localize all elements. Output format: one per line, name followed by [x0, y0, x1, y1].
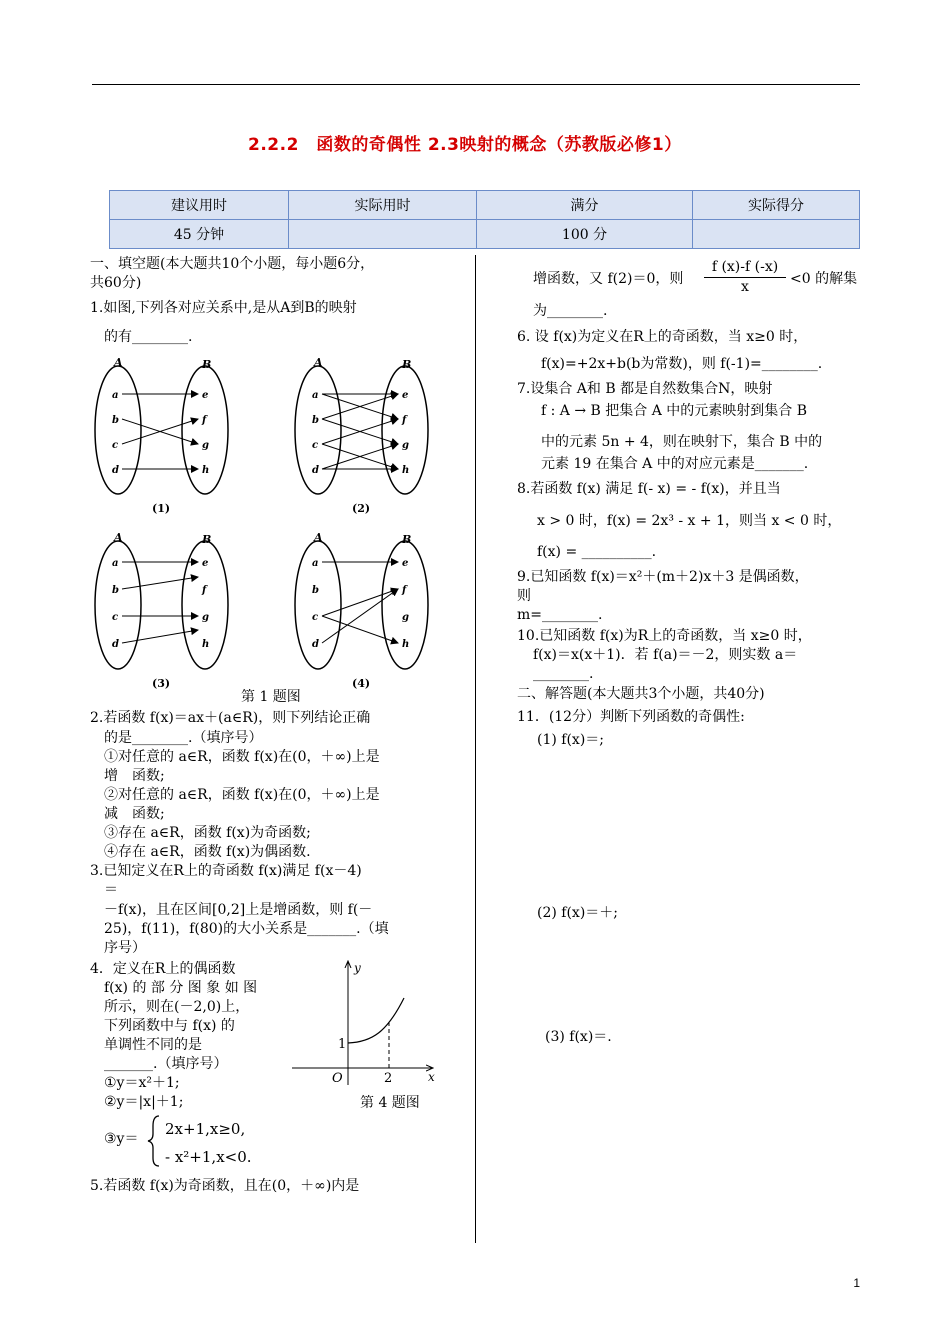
element-d: d — [112, 639, 119, 650]
question-7: 7.设集合 A和 B 都是自然数集合N，映射 — [517, 381, 773, 397]
option-2: ②y＝|x|＋1; — [104, 1094, 184, 1110]
element-g: g — [402, 612, 409, 623]
piece-1: 2x+1,x≥0, — [165, 1120, 246, 1138]
element-b: b — [312, 415, 319, 426]
question-3-line: －f(x)，且在区间[0,2]上是增函数，则 f(－ — [104, 902, 373, 918]
option-2: ②对任意的 a∈R，函数 f(x)在(0，＋∞)上是 — [104, 787, 380, 803]
question-4-line: 单调性不同的是 — [104, 1037, 202, 1053]
element-e: e — [202, 558, 209, 569]
origin-label: O — [332, 1071, 343, 1086]
table-cell: 100 分 — [477, 220, 693, 249]
question-3-line: ＝ — [104, 882, 118, 898]
element-h: h — [402, 639, 410, 650]
question-11-part-1: (1) f(x)＝; — [537, 732, 604, 748]
mapping-diagram-1 — [95, 356, 228, 515]
section-1-heading: 一、填空题(本大题共10个小题，每小题6分， — [90, 256, 375, 272]
question-4-line: 所示，则在(－2,0)上， — [104, 999, 250, 1015]
table-cell — [289, 220, 477, 249]
element-f: f — [402, 585, 407, 596]
score-table — [109, 190, 860, 249]
mapping-diagrams — [90, 352, 450, 692]
table-row — [110, 191, 860, 220]
question-3: 3.已知定义在R上的奇函数 f(x)满足 f(x－4) — [90, 863, 362, 879]
diagram-caption: (2) — [352, 502, 371, 515]
curve — [348, 998, 404, 1043]
question-8-line: x > 0 时，f(x) = 2x³ - x + 1，则当 x < 0 时， — [537, 513, 842, 529]
question-11-part-2: (2) f(x)＝＋; — [537, 905, 618, 921]
question-8-line: f(x) = __________. — [537, 544, 657, 560]
option-4: ④存在 a∈R，函数 f(x)为偶函数. — [104, 844, 311, 860]
element-h: h — [202, 639, 210, 650]
set-b-label: B — [202, 358, 212, 371]
question-5-blank: 为________. — [533, 303, 608, 319]
question-1: 1.如图,下列各对应关系中,是从A到B的映射 — [90, 300, 357, 316]
table-row — [110, 220, 860, 249]
diagram-caption: (1) — [152, 502, 171, 515]
element-d: d — [112, 465, 119, 476]
option-1-cont: 增 函数; — [104, 768, 165, 784]
fraction-denominator: x — [741, 279, 749, 295]
question-1-blank: 的有________. — [104, 329, 193, 345]
question-3-line: 序号） — [104, 940, 146, 956]
element-b: b — [112, 415, 119, 426]
table-header-cell: 建议用时 — [110, 191, 289, 220]
element-a: a — [112, 558, 119, 569]
question-3-line: 25)，f(11)，f(80)的大小关系是_______.（填 — [104, 921, 389, 937]
element-h: h — [402, 465, 410, 476]
element-a: a — [312, 558, 319, 569]
section-1-heading-cont: 共60分) — [90, 275, 142, 291]
question-2: 2.若函数 f(x)＝ax＋(a∈R)，则下列结论正确 — [90, 710, 371, 726]
element-b: b — [112, 585, 119, 596]
element-d: d — [312, 639, 319, 650]
figure-1-caption: 第 1 题图 — [241, 689, 301, 705]
function-graph — [292, 960, 442, 1090]
question-10-line: f(x)＝x(x＋1)．若 f(a)＝－2，则实数 a＝ — [533, 647, 798, 663]
y-axis-label: y — [354, 961, 361, 975]
table-cell — [693, 220, 860, 249]
piece-2: - x²+1,x<0. — [165, 1148, 252, 1166]
question-10-blank: ________. — [533, 666, 594, 682]
question-8: 8.若函数 f(x) 满足 f(- x) = - f(x)，并且当 — [517, 481, 781, 497]
x-axis-label: x — [428, 1070, 435, 1084]
element-d: d — [312, 465, 319, 476]
option-3: ③y＝ — [104, 1131, 139, 1147]
option-1: ①对任意的 a∈R，函数 f(x)在(0，＋∞)上是 — [104, 749, 380, 765]
element-c: c — [112, 440, 119, 451]
page-title: 2.2.2 函数的奇偶性 2.3映射的概念（苏教版必修1） — [248, 135, 682, 155]
set-b-label: B — [402, 533, 412, 546]
question-9-line: 则 — [517, 588, 531, 604]
question-5: 5.若函数 f(x)为奇函数，且在(0，＋∞)内是 — [90, 1178, 360, 1194]
question-4-line: _______.（填序号） — [104, 1056, 228, 1072]
table-header-cell: 满分 — [477, 191, 693, 220]
question-7-line: 元素 19 在集合 A 中的对应元素是_______. — [541, 456, 809, 472]
option-1: ①y＝x²＋1; — [104, 1075, 180, 1091]
mapping-diagram-4 — [295, 531, 428, 690]
element-g: g — [402, 440, 409, 451]
element-b: b — [312, 585, 319, 596]
question-5-cont: <0 的解集 — [790, 271, 858, 287]
header-rule — [92, 84, 860, 85]
fraction — [704, 258, 786, 297]
question-2-line: 的是________.（填序号） — [104, 730, 263, 746]
page-number: 1 — [853, 1276, 860, 1290]
element-e: e — [402, 558, 409, 569]
set-a-label: A — [114, 356, 123, 369]
fraction-numerator: f (x)-f (-x) — [704, 258, 786, 278]
question-11-part-3: (3) f(x)＝. — [545, 1029, 612, 1045]
element-f: f — [202, 585, 207, 596]
section-2-heading: 二、解答题(本大题共3个小题，共40分) — [517, 686, 765, 702]
question-6: 6. 设 f(x)为定义在R上的奇函数，当 x≥0 时， — [517, 329, 808, 345]
element-f: f — [202, 415, 207, 426]
set-b-label: B — [202, 533, 212, 546]
mapping-diagram-3 — [95, 531, 228, 690]
element-f: f — [402, 415, 407, 426]
table-cell: 45 分钟 — [110, 220, 289, 249]
diagram-caption: (3) — [152, 677, 171, 690]
element-c: c — [312, 440, 319, 451]
piecewise-function — [145, 1112, 285, 1170]
element-a: a — [312, 390, 319, 401]
element-g: g — [202, 612, 209, 623]
question-9-blank: m=________. — [517, 607, 603, 623]
y-tick-label: 1 — [338, 1037, 347, 1052]
question-4-line: f(x) 的 部 分 图 象 如 图 — [104, 980, 258, 996]
table-header-cell: 实际用时 — [289, 191, 477, 220]
option-3: ③存在 a∈R，函数 f(x)为奇函数; — [104, 825, 311, 841]
option-2-cont: 减 函数; — [104, 806, 165, 822]
question-7-line: f : A → B 把集合 A 中的元素映射到集合 B — [541, 403, 808, 419]
element-e: e — [202, 390, 209, 401]
question-11: 11．(12分）判断下列函数的奇偶性: — [517, 709, 745, 725]
question-10: 10.已知函数 f(x)为R上的奇函数，当 x≥0 时， — [517, 628, 812, 644]
set-b-label: B — [402, 358, 412, 371]
question-9: 9.已知函数 f(x)＝x²＋(m＋2)x＋3 是偶函数， — [517, 569, 809, 585]
element-c: c — [312, 612, 319, 623]
element-h: h — [202, 465, 210, 476]
element-e: e — [402, 390, 409, 401]
element-a: a — [112, 390, 119, 401]
diagram-caption: (4) — [352, 677, 371, 690]
set-a-label: A — [314, 356, 323, 369]
question-5-cont: 增函数，又 f(2)＝0，则 — [533, 271, 684, 287]
set-a-label: A — [114, 531, 123, 544]
element-c: c — [112, 612, 119, 623]
set-a-label: A — [314, 531, 323, 544]
question-7-line: 中的元素 5n + 4，则在映射下，集合 B 中的 — [541, 434, 823, 450]
mapping-diagram-2 — [295, 356, 428, 515]
element-g: g — [202, 440, 209, 451]
question-6-line: f(x)=+2x+b(b为常数)，则 f(-1)=________. — [541, 356, 823, 372]
question-4: 4．定义在R上的偶函数 — [90, 961, 236, 977]
figure-4-caption: 第 4 题图 — [360, 1095, 420, 1111]
column-divider — [475, 255, 476, 1243]
question-4-line: 下列函数中与 f(x) 的 — [104, 1018, 235, 1034]
x-tick-label: 2 — [384, 1071, 393, 1086]
table-header-cell: 实际得分 — [693, 191, 860, 220]
